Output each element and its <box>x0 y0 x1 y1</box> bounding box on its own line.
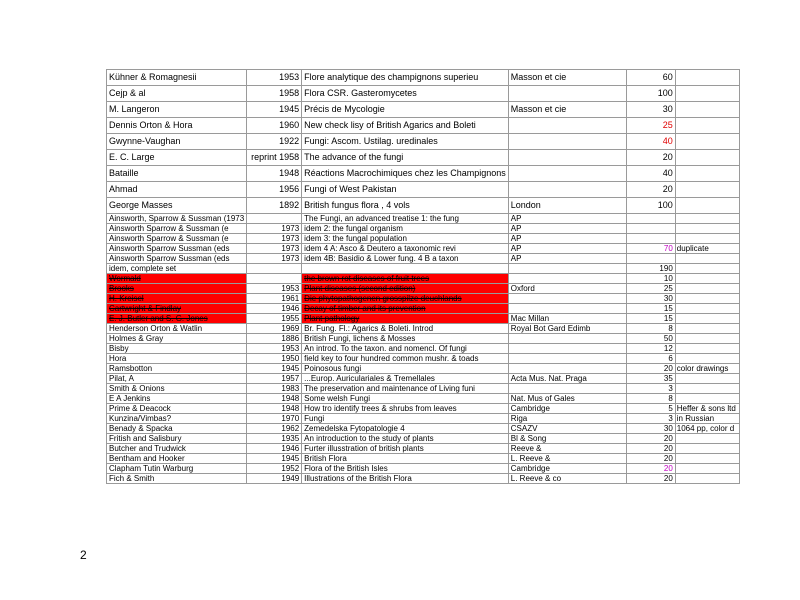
publisher-cell <box>508 384 626 394</box>
publisher-cell <box>508 118 626 134</box>
author-cell: Kunzina/Vimbas? <box>107 414 247 424</box>
page-number: 2 <box>80 548 87 562</box>
year-cell: reprint 1958 <box>247 150 302 166</box>
publisher-cell: AP <box>508 224 626 234</box>
year-cell: 1946 <box>247 304 302 314</box>
note-cell <box>675 324 739 334</box>
publisher-cell: Mac Millan <box>508 314 626 324</box>
publisher-cell: Cambridge <box>508 404 626 414</box>
price-cell: 70 <box>626 244 675 254</box>
title-cell: Réactions Macrochimiques chez les Champignons <box>302 166 509 182</box>
publisher-cell <box>508 182 626 198</box>
price-cell <box>626 254 675 264</box>
title-cell: Br. Fung. Fl.: Agarics & Boleti. Introd <box>302 324 509 334</box>
author-cell: Kühner & Romagnesii <box>107 70 247 86</box>
year-cell: 1886 <box>247 334 302 344</box>
note-cell <box>675 150 739 166</box>
title-cell: The advance of the fungi <box>302 150 509 166</box>
title-cell: An introd. To the taxon. and nomencl. Of fungi <box>302 344 509 354</box>
note-cell <box>675 394 739 404</box>
price-cell: 20 <box>626 454 675 464</box>
publisher-cell <box>508 264 626 274</box>
title-cell: Précis de Mycologie <box>302 102 509 118</box>
publisher-cell: Masson et cie <box>508 102 626 118</box>
year-cell: 1961 <box>247 294 302 304</box>
note-cell <box>675 374 739 384</box>
title-cell: ...Europ. Auriculariales & Tremellales <box>302 374 509 384</box>
note-cell <box>675 334 739 344</box>
table-row <box>107 394 740 404</box>
price-cell: 35 <box>626 374 675 384</box>
price-cell: 40 <box>626 166 675 182</box>
year-cell: 1953 <box>247 70 302 86</box>
price-cell: 40 <box>626 134 675 150</box>
price-cell <box>626 214 675 224</box>
year-cell: 1956 <box>247 182 302 198</box>
note-cell: color drawings <box>675 364 739 374</box>
table-row <box>107 234 740 244</box>
price-cell: 12 <box>626 344 675 354</box>
price-cell: 6 <box>626 354 675 364</box>
price-cell: 10 <box>626 274 675 284</box>
title-cell: idem 3: the fungal population <box>302 234 509 244</box>
table-row <box>107 102 740 118</box>
title-cell: New check lisy of British Agarics and Boleti <box>302 118 509 134</box>
publisher-cell: Cambridge <box>508 464 626 474</box>
price-cell: 30 <box>626 294 675 304</box>
author-cell: Gwynne-Vaughan <box>107 134 247 150</box>
note-cell <box>675 304 739 314</box>
publisher-cell: L. Reeve & co <box>508 474 626 484</box>
price-cell <box>626 224 675 234</box>
title-cell: The Fungi, an advanced treatise 1: the fung <box>302 214 509 224</box>
note-cell <box>675 384 739 394</box>
author-cell: H. Kreisel <box>107 294 247 304</box>
title-cell: Fungi of West Pakistan <box>302 182 509 198</box>
note-cell <box>675 214 739 224</box>
title-cell: British Flora <box>302 454 509 464</box>
author-cell: Ramsbotton <box>107 364 247 374</box>
table-row <box>107 166 740 182</box>
year-cell: 1962 <box>247 424 302 434</box>
note-cell: in Russian <box>675 414 739 424</box>
table-row <box>107 384 740 394</box>
publisher-cell: CSAZV <box>508 424 626 434</box>
table-row <box>107 118 740 134</box>
publisher-cell: L. Reeve & <box>508 454 626 464</box>
year-cell <box>247 264 302 274</box>
year-cell: 1957 <box>247 374 302 384</box>
title-cell: The preservation and maintenance of Living funi <box>302 384 509 394</box>
publisher-cell: AP <box>508 254 626 264</box>
publisher-cell <box>508 304 626 314</box>
year-cell: 1945 <box>247 364 302 374</box>
note-cell <box>675 182 739 198</box>
price-cell: 8 <box>626 394 675 404</box>
author-cell: Cartwright & Findlay <box>107 304 247 314</box>
table-row <box>107 364 740 374</box>
spreadsheet-body <box>107 70 740 484</box>
price-cell: 20 <box>626 474 675 484</box>
author-cell: Ahmad <box>107 182 247 198</box>
note-cell: Heffer & sons ltd <box>675 404 739 414</box>
price-cell: 5 <box>626 404 675 414</box>
publisher-cell <box>508 166 626 182</box>
table-row <box>107 134 740 150</box>
note-cell <box>675 86 739 102</box>
publisher-cell: Acta Mus. Nat. Praga <box>508 374 626 384</box>
table-row <box>107 324 740 334</box>
table-row <box>107 474 740 484</box>
year-cell: 1935 <box>247 434 302 444</box>
table-row <box>107 214 740 224</box>
title-cell: Flora of the British Isles <box>302 464 509 474</box>
table-row <box>107 464 740 474</box>
author-cell: Smith & Onions <box>107 384 247 394</box>
table-row <box>107 244 740 254</box>
price-cell: 8 <box>626 324 675 334</box>
title-cell: How tro identify trees & shrubs from leaves <box>302 404 509 414</box>
note-cell <box>675 234 739 244</box>
note-cell <box>675 264 739 274</box>
table-row <box>107 150 740 166</box>
price-cell: 15 <box>626 314 675 324</box>
publisher-cell: Royal Bot Gard Edimb <box>508 324 626 334</box>
author-cell: Dennis Orton & Hora <box>107 118 247 134</box>
note-cell <box>675 254 739 264</box>
price-cell: 30 <box>626 102 675 118</box>
price-cell: 20 <box>626 434 675 444</box>
author-cell: Fich & Smith <box>107 474 247 484</box>
table-row <box>107 254 740 264</box>
year-cell: 1970 <box>247 414 302 424</box>
title-cell: British Fungi, lichens & Mosses <box>302 334 509 344</box>
note-cell: 1064 pp, color d <box>675 424 739 434</box>
table-row <box>107 444 740 454</box>
title-cell: Fungi <box>302 414 509 424</box>
publisher-cell: AP <box>508 214 626 224</box>
title-cell: idem 4 A: Asco & Deutero a taxonomic revi <box>302 244 509 254</box>
author-cell: Prime & Deacock <box>107 404 247 414</box>
year-cell: 1983 <box>247 384 302 394</box>
price-cell: 20 <box>626 150 675 166</box>
title-cell: An introduction to the study of plants <box>302 434 509 444</box>
price-cell <box>626 234 675 244</box>
title-cell: field key to four hundred common mushr. & toads <box>302 354 509 364</box>
title-cell: Flore analytique des champignons superieu <box>302 70 509 86</box>
author-cell: Ainsworth Sparrow Sussman (eds <box>107 244 247 254</box>
publisher-cell <box>508 294 626 304</box>
author-cell: E. C. Large <box>107 150 247 166</box>
table-row <box>107 182 740 198</box>
author-cell: Fritish and Salisbury <box>107 434 247 444</box>
price-cell: 3 <box>626 384 675 394</box>
title-cell: Furter illusstration of british plants <box>302 444 509 454</box>
title-cell: Some welsh Fungi <box>302 394 509 404</box>
table-row <box>107 86 740 102</box>
spreadsheet-table <box>106 69 740 484</box>
table-row <box>107 224 740 234</box>
table-row <box>107 344 740 354</box>
table-row <box>107 454 740 464</box>
note-cell: duplicate <box>675 244 739 254</box>
publisher-cell <box>508 86 626 102</box>
note-cell <box>675 474 739 484</box>
year-cell: 1958 <box>247 86 302 102</box>
year-cell <box>247 274 302 284</box>
note-cell <box>675 354 739 364</box>
publisher-cell: Riga <box>508 414 626 424</box>
price-cell: 25 <box>626 284 675 294</box>
author-cell: E A Jenkins <box>107 394 247 404</box>
price-cell: 60 <box>626 70 675 86</box>
author-cell: Bataille <box>107 166 247 182</box>
title-cell: Zemedelska Fytopatologie 4 <box>302 424 509 434</box>
author-cell: Ainsworth, Sparrow & Sussman (1973 <box>107 214 247 224</box>
title-cell: idem 4B: Basidio & Lower fung. 4 B a taxon <box>302 254 509 264</box>
note-cell <box>675 198 739 214</box>
note-cell <box>675 434 739 444</box>
author-cell: Clapham Tutin Warburg <box>107 464 247 474</box>
price-cell: 30 <box>626 424 675 434</box>
title-cell: Die phytopathogenen grosspilze deuchlands <box>302 294 509 304</box>
author-cell: Pilat, A <box>107 374 247 384</box>
note-cell <box>675 464 739 474</box>
year-cell: 1960 <box>247 118 302 134</box>
note-cell <box>675 224 739 234</box>
table-row <box>107 434 740 444</box>
author-cell: Ainsworth Sparrow & Sussman (e <box>107 234 247 244</box>
publisher-cell: Bl & Song <box>508 434 626 444</box>
price-cell: 20 <box>626 182 675 198</box>
title-cell: the brown rot diseases of fruit trees <box>302 274 509 284</box>
year-cell: 1953 <box>247 284 302 294</box>
year-cell: 1948 <box>247 394 302 404</box>
title-cell: Fungi: Ascom. Ustilag. uredinales <box>302 134 509 150</box>
price-cell: 100 <box>626 198 675 214</box>
author-cell: idem, complete set <box>107 264 247 274</box>
year-cell: 1950 <box>247 354 302 364</box>
year-cell: 1973 <box>247 224 302 234</box>
author-cell: Bentham and Hooker <box>107 454 247 464</box>
price-cell: 50 <box>626 334 675 344</box>
year-cell: 1946 <box>247 444 302 454</box>
publisher-cell <box>508 150 626 166</box>
price-cell: 3 <box>626 414 675 424</box>
price-cell: 100 <box>626 86 675 102</box>
year-cell: 1892 <box>247 198 302 214</box>
author-cell: Wormald <box>107 274 247 284</box>
title-cell: British fungus flora , 4 vols <box>302 198 509 214</box>
table-row <box>107 294 740 304</box>
table-row <box>107 304 740 314</box>
table-row <box>107 198 740 214</box>
note-cell <box>675 166 739 182</box>
year-cell: 1969 <box>247 324 302 334</box>
author-cell: Brooks <box>107 284 247 294</box>
title-cell: Flora CSR. Gasteromycetes <box>302 86 509 102</box>
year-cell <box>247 214 302 224</box>
year-cell: 1945 <box>247 102 302 118</box>
author-cell: Ainsworth Sparrow & Sussman (e <box>107 224 247 234</box>
year-cell: 1973 <box>247 244 302 254</box>
publisher-cell: AP <box>508 244 626 254</box>
year-cell: 1953 <box>247 344 302 354</box>
table-row <box>107 354 740 364</box>
author-cell: Holmes & Gray <box>107 334 247 344</box>
note-cell <box>675 454 739 464</box>
author-cell: M. Langeron <box>107 102 247 118</box>
publisher-cell <box>508 364 626 374</box>
table-row <box>107 274 740 284</box>
price-cell: 20 <box>626 364 675 374</box>
table-row <box>107 264 740 274</box>
publisher-cell <box>508 334 626 344</box>
author-cell: Hora <box>107 354 247 364</box>
year-cell: 1948 <box>247 166 302 182</box>
table-row <box>107 70 740 86</box>
price-cell: 25 <box>626 118 675 134</box>
note-cell <box>675 134 739 150</box>
author-cell: E. J. Butler and S. G. Jones <box>107 314 247 324</box>
publisher-cell: Oxford <box>508 284 626 294</box>
publisher-cell <box>508 274 626 284</box>
note-cell <box>675 314 739 324</box>
year-cell: 1948 <box>247 404 302 414</box>
title-cell: Plant pathology <box>302 314 509 324</box>
author-cell: Cejp & al <box>107 86 247 102</box>
year-cell: 1952 <box>247 464 302 474</box>
table-row <box>107 374 740 384</box>
publisher-cell: London <box>508 198 626 214</box>
price-cell: 20 <box>626 444 675 454</box>
table-row <box>107 284 740 294</box>
note-cell <box>675 284 739 294</box>
year-cell: 1949 <box>247 474 302 484</box>
publisher-cell <box>508 344 626 354</box>
publisher-cell <box>508 134 626 150</box>
note-cell <box>675 274 739 284</box>
table-row <box>107 334 740 344</box>
title-cell: idem 2: the fungal organism <box>302 224 509 234</box>
year-cell: 1973 <box>247 254 302 264</box>
table-row <box>107 414 740 424</box>
table-row <box>107 314 740 324</box>
note-cell <box>675 118 739 134</box>
title-cell <box>302 264 509 274</box>
note-cell <box>675 102 739 118</box>
publisher-cell: Nat. Mus of Gales <box>508 394 626 404</box>
author-cell: Bisby <box>107 344 247 354</box>
publisher-cell: Masson et cie <box>508 70 626 86</box>
year-cell: 1922 <box>247 134 302 150</box>
author-cell: Butcher and Trudwick <box>107 444 247 454</box>
author-cell: Ainsworth Sparrow Sussman (eds <box>107 254 247 264</box>
table-row <box>107 424 740 434</box>
title-cell: Poinosous fungi <box>302 364 509 374</box>
price-cell: 20 <box>626 464 675 474</box>
year-cell: 1955 <box>247 314 302 324</box>
publisher-cell: Reeve & <box>508 444 626 454</box>
author-cell: Benady & Spacka <box>107 424 247 434</box>
publisher-cell <box>508 354 626 364</box>
price-cell: 190 <box>626 264 675 274</box>
price-cell: 15 <box>626 304 675 314</box>
author-cell: Henderson Orton & Watlin <box>107 324 247 334</box>
author-cell: George Masses <box>107 198 247 214</box>
publisher-cell: AP <box>508 234 626 244</box>
title-cell: Illustrations of the British Flora <box>302 474 509 484</box>
note-cell <box>675 70 739 86</box>
title-cell: Plant diseases (second edition) <box>302 284 509 294</box>
title-cell: Decay of timber and its prevention <box>302 304 509 314</box>
note-cell <box>675 444 739 454</box>
note-cell <box>675 294 739 304</box>
note-cell <box>675 344 739 354</box>
year-cell: 1973 <box>247 234 302 244</box>
year-cell: 1945 <box>247 454 302 464</box>
table-row <box>107 404 740 414</box>
